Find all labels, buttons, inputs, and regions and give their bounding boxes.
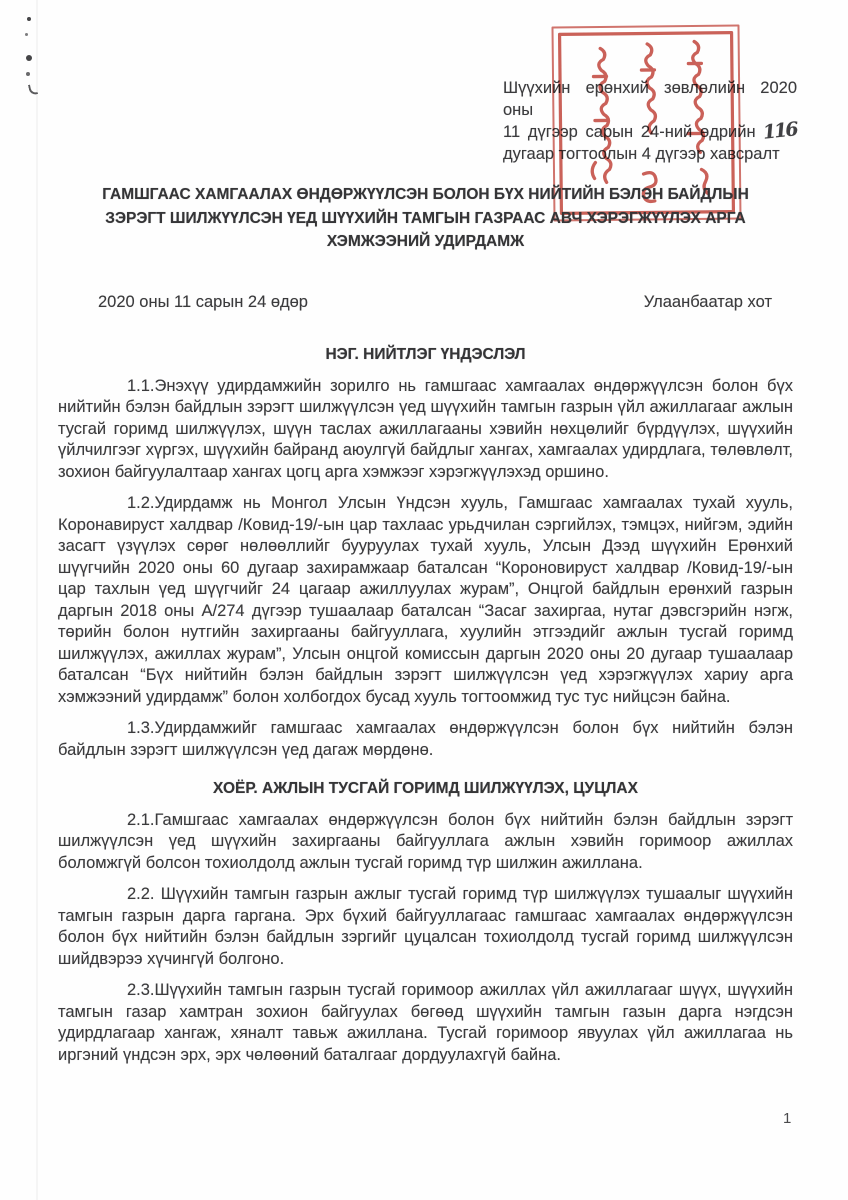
title-line: ГАМШГААС ХАМГААЛАХ ӨНДӨРЖҮҮЛСЭН БОЛОН БҮХ НИЙТИЙН БЭЛЭН БАЙДЛЫН [102, 186, 749, 203]
annex-note-line-1: Шүүхийн ерөнхий зөвлөлийн 2020 оны [503, 79, 797, 119]
paragraph-1-1: 1.1.Энэхүү удирдамжийн зорилго нь гамшгаас хамгаалах өндөржүүлсэн болон бүх нийтийн бэлэн байдлын зэрэгт шилжүүлсэн үед шүүхийн тамгын газрын үйл ажиллагааг ажлын тусгай горимд шилжүүлэх, шүүн таслах ажиллагааны хэвийн нөхцөлийг бүрдүүлэх, шүүхийн үйлчилгээг хүргэх, шүүхийн байранд аюулгүй байдлыг хангах, хамгаалах удирдлага, төлөвлөлт, зохион байгуулалтаар хангах цогц арга хэмжээг хэрэгжүүлэхэд оршино. [58, 376, 793, 481]
staple-mark-dot [25, 33, 28, 36]
paragraph-1-2: 1.2.Удирдамж нь Монгол Улсын Үндсэн хууль, Гамшгаас хамгаалах тухай хууль, Коронавируст халдвар /Ковид-19/-ын цар тахлаас урьдчилан сэргийлэх, тэмцэх, нийгэм, эдийн засагт үзүүлэх сөрөг нөлөөллийг бууруулах тухай хууль, Улсын Дээд шүүхийн Ерөнхий шүүгчийн 2020 оны 60 дугаар захирамжаар баталсан “Короновируст халдвар /Ковид-19/-ын цар тахлын үед шүүгчийг 24 цагаар ажиллуулах журам”, Онцгой байдлын ерөнхий газрын даргын 2018 оны А/274 дүгээр тушаалаар баталсан “Засаг захиргаа, нутаг дэвсгэрийн нэгж, төрийн болон нутгийн захиргааны байгууллага, хуулийн этгээдийг ажлын тусгай горимд шилжүүлэх, ажиллах журам”, Улсын онцгой комиссын даргын 2020 оны 20 дугаар тушаалаар баталсан “Бүх нийтийн бэлэн байдлын зэрэгт шилжүүлсэн үед хэрэгжүүлэх хариу арга хэмжээний удирдамж” болон холбогдох бусад хууль тогтоомжид тус тус нийцсэн байна. [58, 494, 793, 706]
annex-note-line-3: дугаар тогтоолын 4 дүгээр хавсралт [503, 144, 780, 163]
staple-mark-dot [27, 17, 31, 21]
document-date: 2020 оны 11 сарын 24 өдөр [98, 292, 308, 311]
document-title [58, 183, 793, 254]
title-line: ЗЭРЭГТ ШИЛЖҮҮЛСЭН ҮЕД ШҮҮХИЙН ТАМГЫН ГАЗРААС АВЧ ХЭРЭГЖҮҮЛЭХ АРГА [105, 209, 746, 227]
staple-mark-dot [26, 55, 32, 61]
document-body [58, 0, 793, 1076]
section-two-heading: ХОЁР. АЖЛЫН ТУСГАЙ ГОРИМД ШИЛЖҮҮЛЭХ, ЦУЦЛАХ [213, 780, 638, 797]
paragraph-2-3: 2.3.Шүүхийн тамгын газрын тусгай горимоор ажиллах үйл ажиллагааг шүүх, шүүхийн тамгын газар хамтран зохион байгуулах бөгөөд шүүхийн тамгын газын дарга нэгдсэн удирдлагаар хангаж, хяналт тавьж ажиллана. Тусгай горимоор явуулах үйл ажиллагаа нь иргэний үндсэн эрх, эрх чөлөөний баталгааг дордуулахгүй байна. [58, 981, 793, 1064]
paragraph-2-2: 2.2. Шүүхийн тамгын газрын ажлыг тусгай горимд түр шилжүүлэх тушаалыг шүүхийн тамгын газрын дарга гаргана. Эрх бүхий байгууллагаас гамшгаас хамгаалах өндөржүүлсэн болон бүх нийтийн бэлэн байдлын зэргийг цуцалсан тохиолдолд тусгай горимд шилжүүлсэн шийдвэрээ хүчингүй болгоно. [58, 885, 793, 968]
annex-note-line-2: 11 дүгээр сарын 24-ний өдрийн 116 [503, 118, 798, 144]
paragraph-1-3: 1.3.Удирдамжийг гамшгаас хамгаалах өндөржүүлсэн болон бүх нийтийн бэлэн байдлын зэрэгт шилжүүлсэн үед дагаж мөрдөнө. [58, 719, 793, 759]
dateline [58, 292, 793, 314]
document-city: Улаанбаатар хот [643, 292, 772, 311]
staple-mark-dot [26, 72, 30, 76]
page-number: 1 [783, 1110, 792, 1127]
handwritten-resolution-number: 116 [762, 118, 798, 144]
scan-crease-line [36, 0, 38, 1200]
paragraph-2-1: 2.1.Гамшгаас хамгаалах өндөржүүлсэн болон бүх нийтийн бэлэн байдлын зэрэгт шилжүүлсэн үед шүүхийн захиргааны байгууллага ажлын хэвийн горимоор ажиллах боломжгүй болсон тохиолдолд ажлын тусгай горимд түр шилжин ажиллана. [58, 810, 793, 872]
section-one-heading: НЭГ. НИЙТЛЭГ ҮНДЭСЛЭЛ [325, 346, 526, 363]
title-line: ХЭМЖЭЭНИЙ УДИРДАМЖ [326, 233, 525, 250]
